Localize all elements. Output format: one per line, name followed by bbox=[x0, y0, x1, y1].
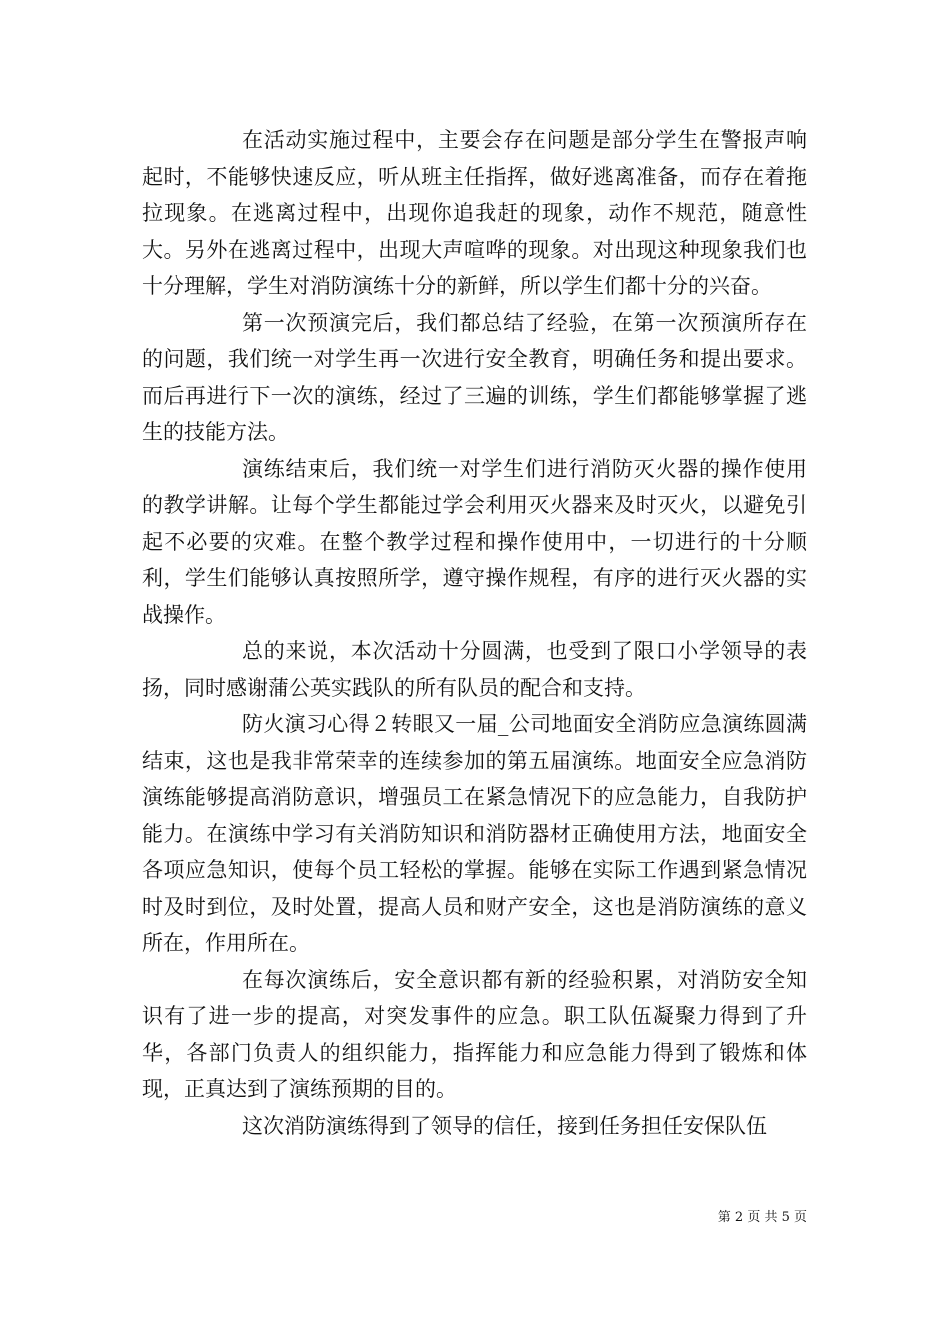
paragraph-7: 这次消防演练得到了领导的信任，接到任务担任安保队伍 bbox=[242, 1113, 767, 1138]
page-number-footer: 第 2 页 共 5 页 bbox=[717, 1210, 807, 1225]
paragraph-4: 总的来说，本次活动十分圆满，也受到了限口小学领导的表扬，同时感谢蒲公英实践队的所有队员的配合和支持。 bbox=[142, 639, 807, 700]
paragraph-6: 在每次演练后，安全意识都有新的经验积累，对消防安全知识有了进一步的提高，对突发事件的应急。职工队伍凝聚力得到了升华，各部门负责人的组织能力，指挥能力和应急能力得到了锻炼和体现，正真达到了演练预期的目的。 bbox=[142, 967, 807, 1101]
paragraph-5: 防火演习心得２转眼又一届_公司地面安全消防应急演练圆满结束，这也是我非常荣幸的连续参加的第五届演练。地面安全应急消防演练能够提高消防意识，增强员工在紧急情况下的应急能力，自我防护能力。在演练中学习有关消防知识和消防器材正确使用方法，地面安全各项应急知识，使每个员工轻松的掌握。能够在实际工作遇到紧急情况时及时到位，及时处置，提高人员和财产安全，这也是消防演练的意义所在，作用所在。 bbox=[142, 712, 807, 955]
paragraph-2: 第一次预演完后，我们都总结了经验，在第一次预演所存在的问题，我们统一对学生再一次进行安全教育，明确任务和提出要求。而后再进行下一次的演练，经过了三遍的训练，学生们都能够掌握了逃生的技能方法。 bbox=[142, 310, 807, 444]
paragraph-3: 演练结束后，我们统一对学生们进行消防灭火器的操作使用的教学讲解。让每个学生都能过学会利用灭火器来及时灭火，以避免引起不必要的灾难。在整个教学过程和操作使用中，一切进行的十分顺利，学生们能够认真按照所学，遵守操作规程，有序的进行灭火器的实战操作。 bbox=[142, 456, 807, 627]
paragraph-1: 在活动实施过程中，主要会存在问题是部分学生在警报声响起时，不能够快速反应，听从班主任指挥，做好逃离准备，而存在着拖拉现象。在逃离过程中，出现你追我赶的现象，动作不规范，随意性大。另外在逃离过程中，出现大声喧哗的现象。对出现这种现象我们也十分理解，学生对消防演练十分的新鲜，所以学生们都十分的兴奋。 bbox=[142, 128, 807, 298]
document-body bbox=[142, 122, 807, 1144]
